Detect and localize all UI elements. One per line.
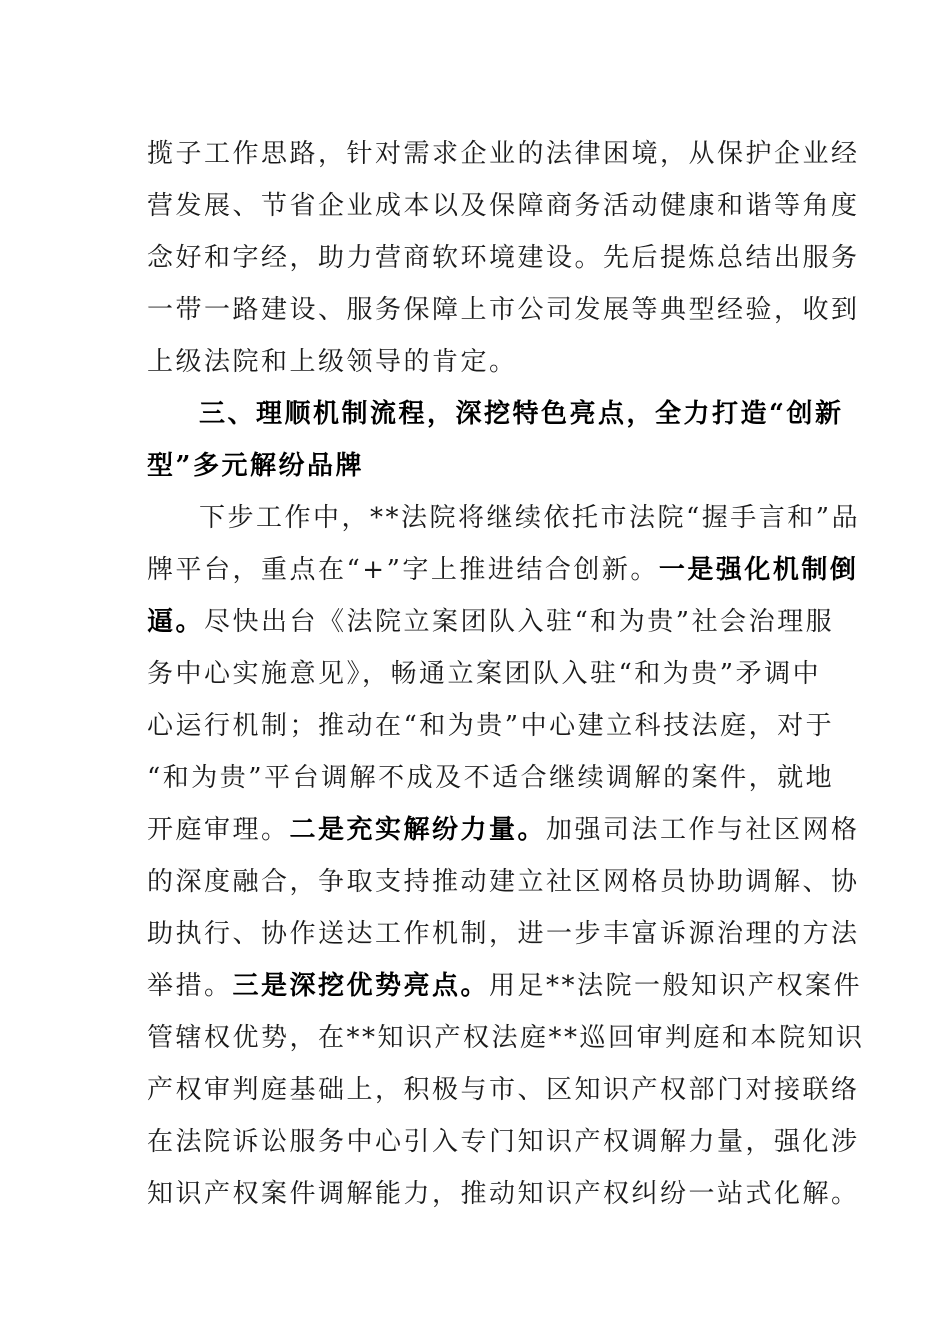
paragraph-continuation: [147, 128, 860, 388]
paragraph-line: 产权审判庭基础上，积极与市、区知识产权部门对接联络: [147, 1075, 860, 1105]
paragraph-line: [147, 596, 835, 648]
paragraph-line: 在法院诉讼服务中心引入专门知识产权调解力量，强化涉: [147, 1127, 860, 1157]
paragraph-line: [147, 960, 863, 1012]
paragraph-line: [147, 804, 860, 856]
paragraph-line: 的深度融合，争取支持推动建立社区网格员协助调解、协: [147, 867, 860, 897]
bold-point-2: 二是充实解纷力量。: [289, 815, 547, 845]
paragraph-line: 助执行、协作送达工作机制，进一步丰富诉源治理的方法: [147, 919, 860, 949]
bold-point-1: 一是强化机制倒: [658, 555, 859, 585]
paragraph-line: “和为贵”平台调解不成及不适合继续调解的案件，就地: [147, 763, 835, 793]
line-text: 牌平台，重点在“+”字上推进结合创新。: [147, 555, 659, 585]
line-text: 尽快出台《法院立案团队入驻“和为贵”社会治理服: [204, 607, 835, 637]
paragraph-line: 心运行机制；推动在“和为贵”中心建立科技法庭，对于: [147, 711, 835, 741]
paragraph-line: 知识产权案件调解能力，推动知识产权纠纷一站式化解。: [147, 1179, 860, 1209]
paragraph-line: 念好和字经，助力营商软环境建设。先后提炼总结出服务: [147, 243, 860, 273]
paragraph-next-steps: [147, 492, 865, 1220]
paragraph-line: 管辖权优势，在**知识产权法庭**巡回审判庭和本院知识: [147, 1023, 865, 1053]
section-heading: [147, 388, 844, 492]
heading-line: 三、理顺机制流程，深挖特色亮点，全力打造“创新: [199, 399, 844, 429]
paragraph-line: 下步工作中，**法院将继续依托市法院“握手言和”品: [199, 503, 861, 533]
paragraph-line: [147, 544, 859, 596]
paragraph-line: 务中心实施意见》，畅通立案团队入驻“和为贵”矛调中: [147, 659, 822, 689]
bold-point-3: 三是深挖优势亮点。: [232, 971, 490, 1001]
heading-line: 型”多元解纷品牌: [147, 451, 364, 481]
line-text: 加强司法工作与社区网格: [546, 815, 860, 845]
paragraph-line: 一带一路建设、服务保障上市公司发展等典型经验，收到: [147, 295, 860, 325]
line-text: 举措。: [147, 971, 233, 1001]
line-text: 开庭审理。: [147, 815, 290, 845]
bold-point-1-end: 逼。: [147, 607, 205, 637]
line-text: 用足**法院一般知识产权案件: [489, 971, 863, 1001]
paragraph-line: 揽子工作思路，针对需求企业的法律困境，从保护企业经: [147, 139, 860, 169]
paragraph-line: 营发展、节省企业成本以及保障商务活动健康和谐等角度: [147, 191, 860, 221]
paragraph-line: 上级法院和上级领导的肯定。: [147, 347, 518, 377]
